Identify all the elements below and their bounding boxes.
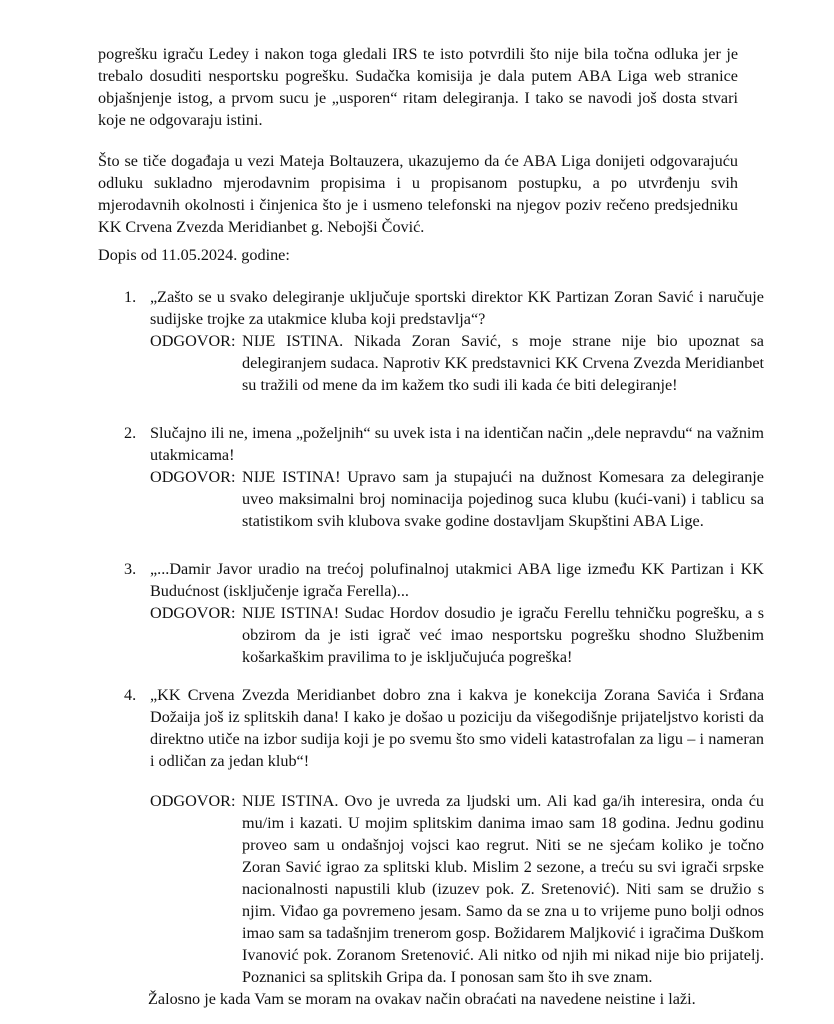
item-answer <box>150 330 764 396</box>
paragraph-irs-decision: pogrešku igraču Ledey i nakon toga gledali IRS te isto potvrdili što nije bila točna odluka jer je trebalo dosuditi nesportsku pogrešku. Sudačka komisija je dala putem ABA Liga web stranice objašnjenje istog, a prvom sucu je „usporen“ ritam delegiranja. I tako se navodi još dosta stvari koje ne odgovaraju istini. <box>98 45 738 129</box>
paragraph-boltauzer: Što se tiče događaja u vezi Mateja Boltauzera, ukazujemo da će ABA Liga donijeti odgovarajuću odluku sukladno mjerodavnim propisima i u propisanom postupku, a po utvrđenju svih mjerodavnih okolnosti i činjenica što je i usmeno telefonski na njegov poziv rečeno predsjedniku KK Crvena Zvezda Meridianbet g. Nebojši Čović. <box>98 152 738 236</box>
item-question: „...Damir Javor uradio na trećoj polufinalnoj utakmici ABA lige između KK Partizan i KK Budućnost (isključenje igrača Ferella)... <box>150 560 764 600</box>
answer-text: NIJE ISTINA! Sudac Hordov dosudio je igraču Ferellu tehničku pogrešku, a s obzirom da je isti igrač već imao nesportsku pogrešku shodno Službenim košarkaškim pravilima to je isključujuća pogreška! <box>242 604 764 666</box>
item-number: 3. <box>124 560 137 578</box>
item-answer <box>150 602 764 668</box>
numbered-item-3 <box>98 558 764 668</box>
answer-label: ODGOVOR: <box>150 604 236 622</box>
item-answer <box>150 466 764 532</box>
item-question: „KK Crvena Zvezda Meridianbet dobro zna i kakva je konekcija Zorana Savića i Srđana Dožaija još iz splitskih dana! I kako je došao u poziciju da višegodišnje prijateljstvo koristi da direktno utiče na izbor sudija koji je po svemu što smo videli katastrofalan za ligu – i nameran i odličan za jedan klub“! <box>150 686 764 770</box>
item-number: 2. <box>124 424 137 442</box>
numbered-item-1 <box>98 286 764 396</box>
item-number: 1. <box>124 288 137 306</box>
item-question: Slučajno ili ne, imena „poželjnih“ su uvek ista i na identičan način „dele nepravdu“ na važnim utakmicama! <box>150 424 764 464</box>
item-number: 4. <box>124 686 137 704</box>
paragraph-letter-date: Dopis od 11.05.2024. godine: <box>98 246 290 264</box>
numbered-item-2 <box>98 422 764 532</box>
answer-label: ODGOVOR: <box>150 332 236 350</box>
item-answer <box>150 790 764 988</box>
answer-label: ODGOVOR: <box>150 792 236 810</box>
answer-text: NIJE ISTINA. Ovo je uvreda za ljudski um. Ali kad ga/ih interesira, onda ću mu/im i kazati. U mojim splitskim danima imao sam 18 godina. Jednu godinu proveo sam u ondašnjoj vojsci kao regrut. Niti se ne sjećam koliko je točno Zoran Savić igrao za splitski klub. Mislim 2 sezone, a treću su svi igrači srpske nacionalnosti napustili klub (izuzev pok. Z. Sretenović). Niti sam se družio s njim. Viđao ga povremeno jesam. Samo da se zna u to vrijeme puno bolji odnos imao sam sa tadašnjim trenerom gosp. Božidarem Maljković i igračima Duškom Ivanović pok. Zoranom Sretenović. Ali nitko od njih mi nikad nije bio prijatelj. Poznanici sa splitskih Gripa da. I ponosan sam što ih sve znam. <box>242 792 764 986</box>
closing-sentence: Žalosno je kada Vam se moram na ovakav način obraćati na navedene neistine i laži. <box>148 990 696 1008</box>
item-question: „Zašto se u svako delegiranje uključuje sportski direktor KK Partizan Zoran Savić i naručuje sudijske trojke za utakmice kluba koji predstavlja“? <box>150 288 764 328</box>
answer-label: ODGOVOR: <box>150 468 236 486</box>
numbered-item-4 <box>98 684 764 988</box>
answer-text: NIJE ISTINA. Nikada Zoran Savić, s moje strane nije bio upoznat sa delegiranjem sudaca. Naprotiv KK predstavnici KK Crvena Zvezda Meridianbet su tražili od mene da im kažem tko sudi ili kada će biti delegiranje! <box>242 332 764 394</box>
answer-text: NIJE ISTINA! Upravo sam ja stupajući na dužnost Komesara za delegiranje uveo maksimalni broj nominacija pojedinog suca klubu (kući-vani) i tablicu sa statistikom svih klubova svake godine dostavljam Skupštini ABA Lige. <box>242 468 764 530</box>
